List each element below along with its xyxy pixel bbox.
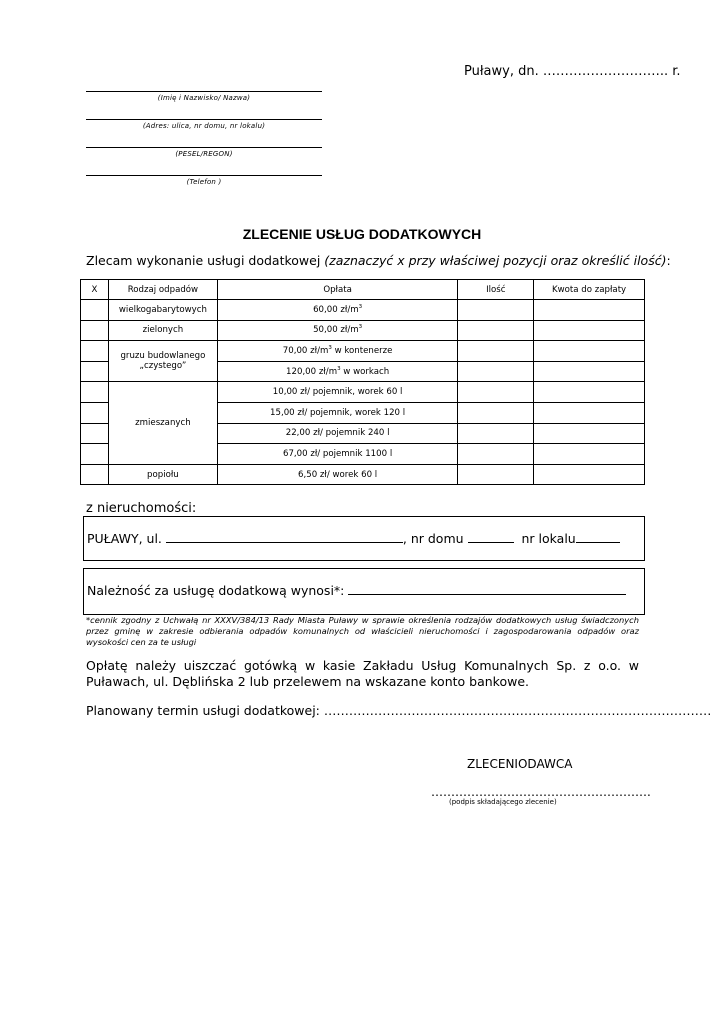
x-cell[interactable] [81, 320, 109, 341]
type-cell [108, 341, 217, 382]
quantity-cell[interactable] [458, 341, 534, 362]
amount-row [87, 583, 626, 598]
pesel-line [86, 147, 322, 148]
x-cell[interactable] [81, 402, 109, 423]
fee-cell [217, 361, 457, 382]
phone-field[interactable] [86, 175, 322, 186]
street-input[interactable] [166, 531, 403, 543]
payment-info: Opłatę należy uiszczać gotówką w kasie Zakładu Usług Komunalnych Sp. z o.o. w Puławach, ul. Dęblińska 2 lub przelewem na wskazane konto bankowe. [86, 658, 639, 689]
x-cell[interactable] [81, 423, 109, 444]
fee-sup: 3 [358, 324, 363, 331]
amount-cell[interactable] [534, 382, 645, 403]
type-cell: zmieszanych [108, 382, 217, 464]
header-fee: Opłata [217, 280, 457, 300]
fee-text: 60,00 zł/m [313, 304, 359, 315]
fee-sup: 3 [358, 303, 363, 310]
table-row [81, 382, 645, 403]
fee-cell [217, 320, 457, 341]
fee-text: 70,00 zł/m [282, 345, 329, 356]
type-cell: zielonych [108, 320, 217, 341]
name-line [86, 91, 322, 92]
price-footnote: *cennik zgodny z Uchwałą nr XXXV/384/13 Rady Miasta Puławy w sprawie określenia rodzajów dodatkowych usług świadczonych przez gminę w zakresie odbierania odpadów komunalnych od właścicieli nieruchomości i zagospodarowania odpadów oraz wysokości cen za te usługi [86, 615, 639, 647]
fee-cell: 15,00 zł/ pojemnik, worek 120 l [217, 402, 457, 423]
intro-end: : [666, 253, 671, 268]
amount-cell[interactable] [534, 320, 645, 341]
header-x: X [81, 280, 109, 300]
planned-date: Planowany termin usługi dodatkowej: ………………………………………………………………………………… [86, 703, 712, 718]
x-cell[interactable] [81, 361, 109, 382]
pesel-caption: (PESEL/REGON) [175, 150, 233, 158]
fee-suffix: w kontenerze [331, 345, 393, 356]
fee-cell [217, 300, 457, 321]
address-line [86, 119, 322, 120]
type-cell: popiołu [108, 464, 217, 485]
amount-box [83, 568, 645, 615]
quantity-cell[interactable] [458, 361, 534, 382]
pesel-field[interactable] [86, 147, 322, 158]
address-field[interactable] [86, 119, 322, 130]
intro-main: Zlecam wykonanie usługi dodatkowej [86, 253, 325, 268]
date-line: Puławy, dn. ……………………….. r. [464, 64, 681, 79]
x-cell[interactable] [81, 300, 109, 321]
intro-text [86, 253, 671, 268]
name-caption: (Imię i Nazwisko/ Nazwa) [157, 94, 251, 102]
street-label: PUŁAWY, ul. [87, 531, 162, 546]
fee-cell: 22,00 zł/ pojemnik 240 l [217, 423, 457, 444]
fee-text: 120,00 zł/m [286, 366, 338, 377]
quantity-cell[interactable] [458, 382, 534, 403]
fee-cell: 67,00 zł/ pojemnik 1100 l [217, 444, 457, 465]
address-caption: (Adres: ulica, nr domu, nr lokalu) [142, 122, 266, 130]
amount-cell[interactable] [534, 444, 645, 465]
amount-label: Należność za usługę dodatkową wynosi*: [87, 583, 345, 598]
house-label: , nr domu [402, 531, 464, 546]
table-row [81, 320, 645, 341]
x-cell[interactable] [81, 444, 109, 465]
signature-caption: (podpis składającego zlecenie) [449, 798, 557, 806]
quantity-cell[interactable] [458, 300, 534, 321]
table-row [81, 341, 645, 362]
amount-cell[interactable] [534, 341, 645, 362]
name-field[interactable] [86, 91, 322, 102]
fee-sup: 3 [328, 345, 332, 352]
fee-cell: 6,50 zł/ worek 60 l [217, 464, 457, 485]
fee-suffix: w workach [340, 366, 390, 377]
amount-input[interactable] [348, 583, 626, 595]
address-row [87, 531, 620, 546]
services-table [80, 279, 645, 485]
flat-label: nr lokalu [521, 531, 576, 546]
phone-line [86, 175, 322, 176]
phone-caption: (Telefon ) [186, 178, 222, 186]
header-amount: Kwota do zapłaty [534, 280, 645, 300]
flat-number-input[interactable] [576, 531, 620, 543]
quantity-cell[interactable] [458, 444, 534, 465]
house-number-input[interactable] [468, 531, 514, 543]
x-cell[interactable] [81, 341, 109, 362]
amount-cell[interactable] [534, 423, 645, 444]
quantity-cell[interactable] [458, 320, 534, 341]
quantity-cell[interactable] [458, 423, 534, 444]
document-title: ZLECENIE USŁUG DODATKOWYCH [242, 226, 482, 242]
header-type: Rodzaj odpadów [108, 280, 217, 300]
fee-sup: 3 [337, 365, 341, 372]
table-row [81, 464, 645, 485]
property-label: z nieruchomości: [86, 501, 197, 516]
address-box [83, 516, 645, 561]
amount-cell[interactable] [534, 300, 645, 321]
fee-text: 50,00 zł/m [313, 325, 359, 336]
table-header-row [81, 280, 645, 300]
amount-cell[interactable] [534, 464, 645, 485]
quantity-cell[interactable] [458, 402, 534, 423]
type-text-2: „czystego” [139, 361, 187, 372]
signature-line[interactable]: ………………………………………………. [431, 785, 651, 799]
quantity-cell[interactable] [458, 464, 534, 485]
intro-italic: (zaznaczyć x przy właściwej pozycji oraz określić ilość) [324, 253, 667, 268]
signature-title: ZLECENIODAWCA [467, 757, 573, 771]
type-cell: wielkogabarytowych [108, 300, 217, 321]
header-quantity: Ilość [458, 280, 534, 300]
x-cell[interactable] [81, 382, 109, 403]
fee-cell: 10,00 zł/ pojemnik, worek 60 l [217, 382, 457, 403]
fee-cell [217, 341, 457, 362]
x-cell[interactable] [81, 464, 109, 485]
amount-cell[interactable] [534, 402, 645, 423]
amount-cell[interactable] [534, 361, 645, 382]
type-text: gruzu budowlanego [120, 351, 206, 362]
table-row [81, 300, 645, 321]
